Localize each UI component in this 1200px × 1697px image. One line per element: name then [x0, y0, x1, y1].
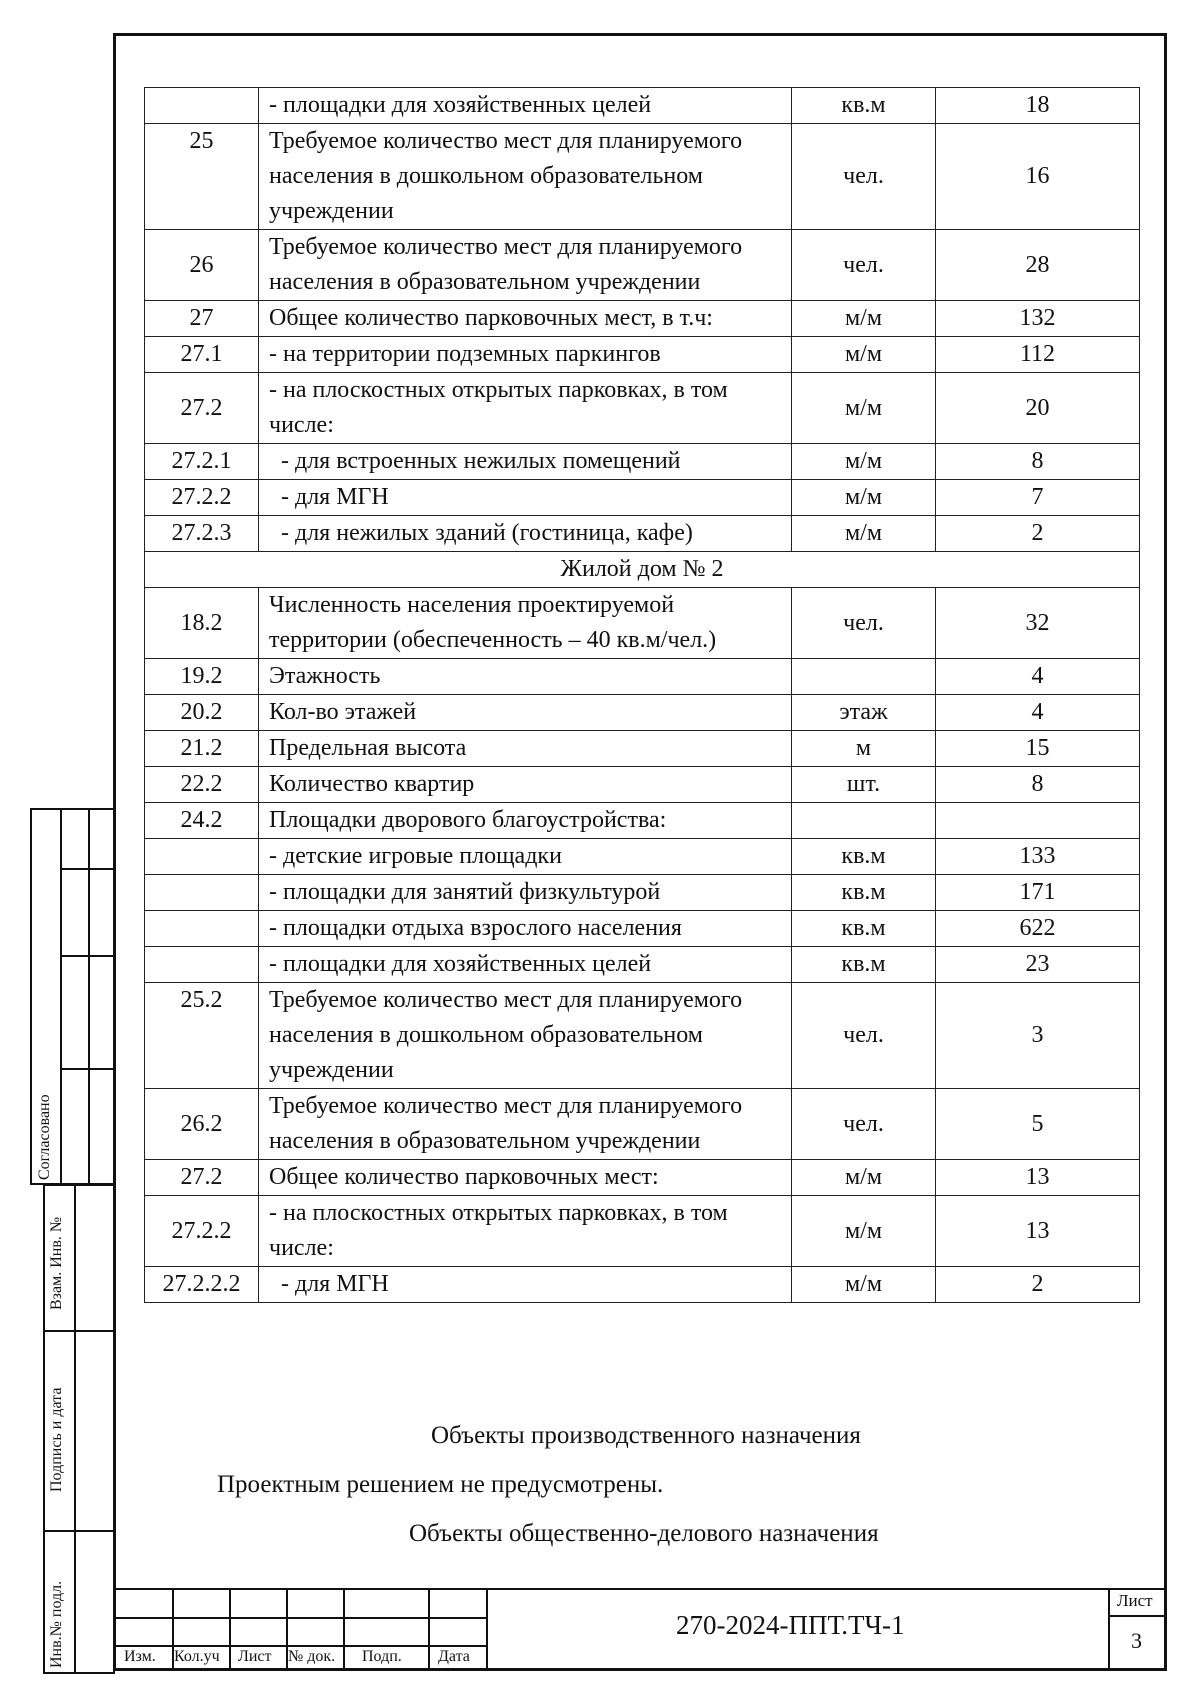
- row-unit: кв.м: [792, 839, 936, 875]
- table-row: [145, 588, 1140, 659]
- row-name: - для нежилых зданий (гостиница, кафе): [259, 516, 792, 552]
- row-unit: м/м: [792, 480, 936, 516]
- row-number: [145, 947, 259, 983]
- row-value: 8: [936, 444, 1140, 480]
- row-unit: шт.: [792, 767, 936, 803]
- title-header-podp: Подп.: [362, 1648, 402, 1665]
- row-number: 21.2: [145, 731, 259, 767]
- row-value: 4: [936, 659, 1140, 695]
- sheet-number: 3: [1131, 1628, 1142, 1653]
- row-unit: чел.: [792, 1089, 936, 1160]
- row-value: 171: [936, 875, 1140, 911]
- row-name: Площадки дворового благоустройства:: [259, 803, 792, 839]
- row-name: - площадки для хозяйственных целей: [259, 947, 792, 983]
- row-value: [936, 803, 1140, 839]
- row-unit: чел.: [792, 230, 936, 301]
- row-value: 16: [936, 124, 1140, 230]
- table-row: [145, 911, 1140, 947]
- sheet-label: Лист: [1117, 1591, 1153, 1610]
- heading-production: Объекты производственного назначения: [431, 1422, 861, 1449]
- table-row: [145, 516, 1140, 552]
- table-row: [145, 695, 1140, 731]
- table-row: [145, 1267, 1140, 1303]
- row-name: Общее количество парковочных мест, в т.ч:: [259, 301, 792, 337]
- row-name: - для МГН: [259, 480, 792, 516]
- row-name: Требуемое количество мест для планируемого населения в образовательном учреждении: [259, 230, 792, 301]
- row-number: 27.2.2: [145, 480, 259, 516]
- title-header-list: Лист: [238, 1648, 272, 1665]
- row-name: - детские игровые площадки: [259, 839, 792, 875]
- table-section-row: [145, 552, 1140, 588]
- spec-table: [144, 87, 1140, 1303]
- row-number: 27.1: [145, 337, 259, 373]
- row-name: - на плоскостных открытых парковках, в том числе:: [259, 1196, 792, 1267]
- row-value: 133: [936, 839, 1140, 875]
- table-row: [145, 731, 1140, 767]
- table-row: [145, 124, 1140, 230]
- row-value: 32: [936, 588, 1140, 659]
- row-value: 28: [936, 230, 1140, 301]
- row-name: - для встроенных нежилых помещений: [259, 444, 792, 480]
- row-unit: кв.м: [792, 947, 936, 983]
- row-number: [145, 911, 259, 947]
- row-number: 27.2: [145, 1160, 259, 1196]
- row-unit: кв.м: [792, 911, 936, 947]
- table-row: [145, 337, 1140, 373]
- row-number: 20.2: [145, 695, 259, 731]
- table-row: [145, 88, 1140, 124]
- row-unit: [792, 659, 936, 695]
- row-unit: чел.: [792, 983, 936, 1089]
- document-code: 270-2024-ППТ.ТЧ-1: [676, 1610, 905, 1640]
- row-name: - площадки для хозяйственных целей: [259, 88, 792, 124]
- row-number: 18.2: [145, 588, 259, 659]
- row-value: 622: [936, 911, 1140, 947]
- row-number: 27.2.2: [145, 1196, 259, 1267]
- row-number: 19.2: [145, 659, 259, 695]
- row-name: - площадки отдыха взрослого населения: [259, 911, 792, 947]
- row-unit: м/м: [792, 301, 936, 337]
- row-value: 7: [936, 480, 1140, 516]
- row-unit: м: [792, 731, 936, 767]
- row-value: 2: [936, 1267, 1140, 1303]
- row-value: 23: [936, 947, 1140, 983]
- row-value: 8: [936, 767, 1140, 803]
- row-unit: кв.м: [792, 88, 936, 124]
- row-name: Кол-во этажей: [259, 695, 792, 731]
- row-value: 18: [936, 88, 1140, 124]
- row-unit: чел.: [792, 588, 936, 659]
- row-name: Этажность: [259, 659, 792, 695]
- side-label-agreed: Согласовано: [36, 1094, 53, 1180]
- row-number: 24.2: [145, 803, 259, 839]
- row-number: 27.2: [145, 373, 259, 444]
- spec-table-body: [145, 88, 1140, 1303]
- row-name: - на плоскостных открытых парковках, в том числе:: [259, 373, 792, 444]
- not-provided-text: Проектным решением не предусмотрены.: [217, 1471, 664, 1498]
- row-value: 13: [936, 1160, 1140, 1196]
- side-label-inv-replaced: Взам. Инв. №: [48, 1216, 65, 1310]
- row-unit: м/м: [792, 337, 936, 373]
- row-unit: м/м: [792, 1160, 936, 1196]
- row-number: 27.2.2.2: [145, 1267, 259, 1303]
- side-label-sign-date: Подпись и дата: [48, 1387, 65, 1492]
- table-row: [145, 875, 1140, 911]
- row-number: 26: [145, 230, 259, 301]
- row-unit: кв.м: [792, 875, 936, 911]
- table-row: [145, 659, 1140, 695]
- row-number: 27: [145, 301, 259, 337]
- row-number: [145, 88, 259, 124]
- row-unit: м/м: [792, 1267, 936, 1303]
- table-row: [145, 230, 1140, 301]
- title-header-kol-uch: Кол.уч: [174, 1648, 220, 1665]
- row-number: [145, 875, 259, 911]
- row-number: 22.2: [145, 767, 259, 803]
- row-number: 25.2: [145, 983, 259, 1089]
- row-name: Требуемое количество мест для планируемого населения в дошкольном образовательном учреждении: [259, 983, 792, 1089]
- row-unit: чел.: [792, 124, 936, 230]
- row-value: 4: [936, 695, 1140, 731]
- table-row: [145, 301, 1140, 337]
- row-unit: м/м: [792, 516, 936, 552]
- row-unit: м/м: [792, 1196, 936, 1267]
- table-row: [145, 480, 1140, 516]
- table-row: [145, 1089, 1140, 1160]
- row-number: 27.2.3: [145, 516, 259, 552]
- table-row: [145, 444, 1140, 480]
- row-value: 5: [936, 1089, 1140, 1160]
- row-unit: [792, 803, 936, 839]
- row-name: Требуемое количество мест для планируемого населения в дошкольном образовательном учреждении: [259, 124, 792, 230]
- row-unit: м/м: [792, 444, 936, 480]
- row-number: 26.2: [145, 1089, 259, 1160]
- table-row: [145, 947, 1140, 983]
- section-title: Жилой дом № 2: [145, 552, 1140, 588]
- side-label-inv-original: Инв.№ подл.: [48, 1580, 65, 1668]
- title-header-doc-no: № док.: [288, 1648, 336, 1665]
- row-value: 2: [936, 516, 1140, 552]
- title-header-izm: Изм.: [124, 1648, 156, 1665]
- row-value: 20: [936, 373, 1140, 444]
- row-name: Требуемое количество мест для планируемого населения в образовательном учреждении: [259, 1089, 792, 1160]
- title-header-date: Дата: [438, 1648, 470, 1665]
- row-number: [145, 839, 259, 875]
- table-row: [145, 983, 1140, 1089]
- row-number: 27.2.1: [145, 444, 259, 480]
- row-name: - на территории подземных паркингов: [259, 337, 792, 373]
- table-row: [145, 1196, 1140, 1267]
- table-row: [145, 803, 1140, 839]
- row-name: Численность населения проектируемой территории (обеспеченность – 40 кв.м/чел.): [259, 588, 792, 659]
- heading-business: Объекты общественно-делового назначения: [409, 1520, 879, 1547]
- row-unit: м/м: [792, 373, 936, 444]
- row-value: 15: [936, 731, 1140, 767]
- row-name: Предельная высота: [259, 731, 792, 767]
- row-number: 25: [145, 124, 259, 230]
- row-value: 13: [936, 1196, 1140, 1267]
- table-row: [145, 1160, 1140, 1196]
- row-value: 112: [936, 337, 1140, 373]
- row-name: - для МГН: [259, 1267, 792, 1303]
- table-row: [145, 373, 1140, 444]
- row-value: 3: [936, 983, 1140, 1089]
- table-row: [145, 767, 1140, 803]
- row-name: - площадки для занятий физкультурой: [259, 875, 792, 911]
- table-row: [145, 839, 1140, 875]
- row-value: 132: [936, 301, 1140, 337]
- row-name: Количество квартир: [259, 767, 792, 803]
- row-name: Общее количество парковочных мест:: [259, 1160, 792, 1196]
- row-unit: этаж: [792, 695, 936, 731]
